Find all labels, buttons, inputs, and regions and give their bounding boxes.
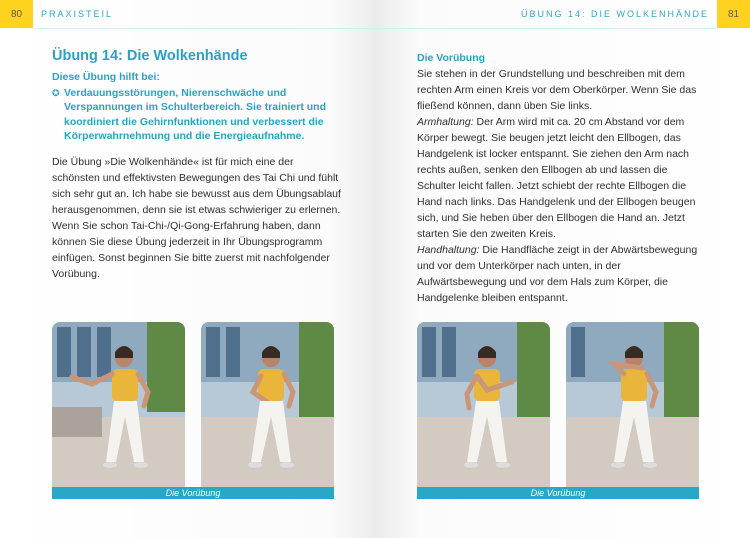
exercise-photo bbox=[566, 322, 699, 487]
exercise-photo bbox=[417, 322, 550, 487]
page-number: 80 bbox=[0, 0, 33, 28]
hand-label: Handhaltung: bbox=[417, 244, 480, 256]
exercise-photo bbox=[52, 322, 185, 487]
hand-text: Die Handfläche zeigt in der Abwärtsbewegung und vor dem Unterkörper nach unten, in der Aufwärtsbewegung und vor dem Hals zum Körper, die Handgelenke bleiben entspannt. bbox=[417, 244, 698, 304]
running-head: PRAXISTEIL bbox=[41, 9, 114, 19]
helps-heading: Diese Übung hilft bei: bbox=[52, 71, 160, 83]
header-rule bbox=[33, 28, 375, 29]
body-text bbox=[417, 66, 707, 306]
hand-paragraph bbox=[417, 242, 707, 306]
circle-bullet-icon: ✪ bbox=[52, 87, 60, 98]
helps-list-item bbox=[52, 86, 342, 144]
exercise-photo bbox=[201, 322, 334, 487]
exercise-title: Übung 14: Die Wolkenhände bbox=[52, 48, 248, 64]
right-content bbox=[417, 50, 707, 306]
paragraph-2: Wenn Sie schon Tai-Chi-/Qi-Gong-Erfahrung haben, dann können Sie diese Übung jederzeit in Ihr Übungsprogramm einfügen. Sonst beginnen Sie bitte zuerst mit nachfolgender Vorübung. bbox=[52, 219, 330, 280]
body-text bbox=[52, 154, 342, 282]
running-head: ÜBUNG 14: DIE WOLKENHÄNDE bbox=[520, 9, 709, 19]
arm-paragraph bbox=[417, 114, 707, 242]
paragraph-1: Die Übung »Die Wolkenhände« ist für mich eine der schönsten und effektivsten Bewegungen des Tai Chi und fühlt sich sehr gut an. Ich habe sie bewusst aus dem Übungsablauf herausgenommen, denn sie ist etwas schwieriger zu erlernen. bbox=[52, 155, 341, 216]
right-photo-strip bbox=[417, 322, 699, 499]
section-subheading: Die Vorübung bbox=[417, 52, 486, 64]
left-header bbox=[0, 0, 375, 28]
arm-text: Der Arm wird mit ca. 20 cm Abstand vor dem Körper bewegt. Sie beugen jetzt leicht den Ellbogen, das Handgelenk ist locker entspannt. Sie ziehen den Arm nach rechts außen, senken den Ellbogen ab und lassen die Schulter leicht fallen. Jetzt schiebt der rechte Ellbogen die Hand nach links. Das Handgelenk und der Ellbogen beugen sich, und Sie heben über den Ellbogen die Hand an. Jetzt starten Sie den zweiten Kreis. bbox=[417, 116, 696, 240]
helps-text: Verdauungsstörungen, Nierenschwäche und Verspannungen im Schulterbereich. Sie trainiert und koordiniert die Gehirnfunktionen und verbessert die Körperwahrnehmung und die Energieaufnahme. bbox=[64, 86, 326, 142]
header-rule bbox=[375, 28, 717, 29]
left-photo-strip bbox=[52, 322, 334, 499]
left-content bbox=[52, 48, 342, 282]
page-number: 81 bbox=[717, 0, 750, 28]
intro-paragraph: Sie stehen in der Grundstellung und beschreiben mit dem rechten Arm einen Kreis vor dem Oberkörper. Wenn Sie das fließend können, dann üben Sie links. bbox=[417, 68, 697, 112]
arm-label: Armhaltung: bbox=[417, 116, 474, 128]
right-header bbox=[375, 0, 750, 28]
photo-caption: Die Vorübung bbox=[417, 487, 699, 499]
photo-caption: Die Vorübung bbox=[52, 487, 334, 499]
right-page bbox=[375, 0, 750, 538]
